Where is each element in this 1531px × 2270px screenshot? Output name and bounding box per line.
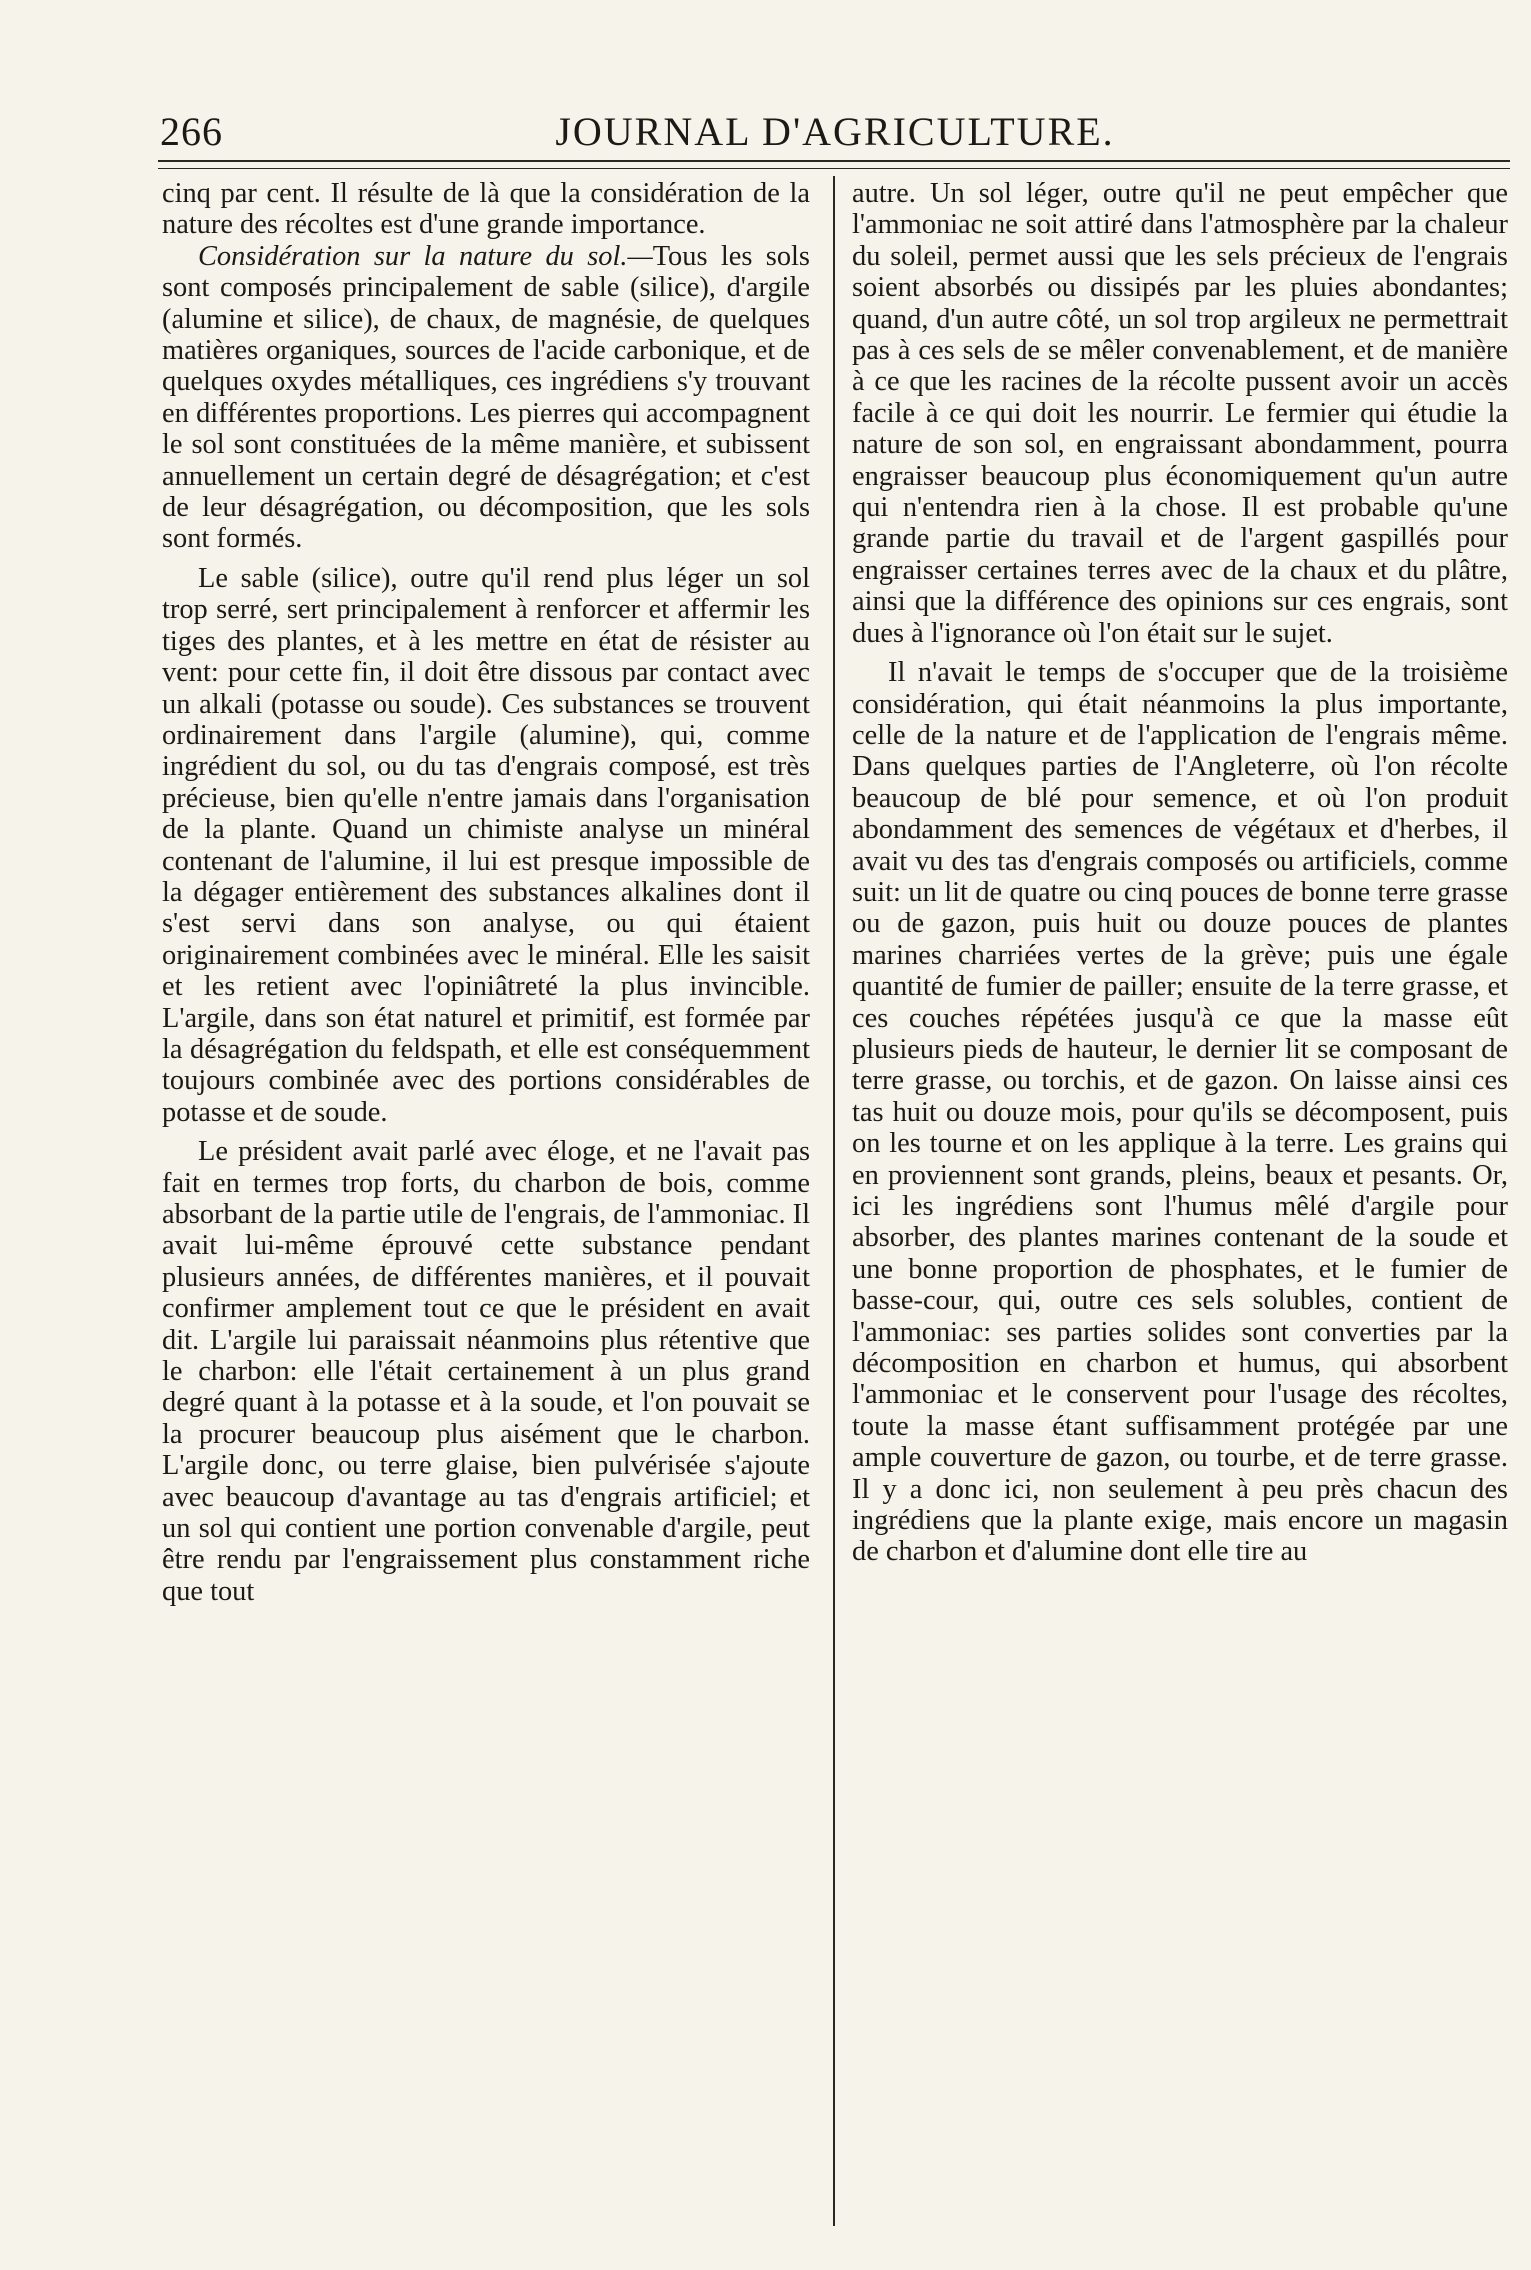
running-title: JOURNAL D'AGRICULTURE. (555, 109, 1115, 154)
paragraph-soil-section (162, 241, 810, 555)
column-divider (833, 176, 835, 2226)
paragraph: Le sable (silice), outre qu'il rend plus léger un sol trop serré, sert principalement à renforcer et affermir les tiges des plantes, et à les mettre en état de résister au vent: pour cette fin, il doit être dissous par contact avec un alkali (potasse ou soude). Ces substances se trouvent ordinairement dans l'argile (alumine), qui, comme ingrédient du sol, ou du tas d'engrais composé, est très précieuse, bien qu'elle n'entre jamais dans l'organisation de la plante. Quand un chimiste analyse un minéral contenant de l'alumine, il lui est presque impossible de la dégager entièrement des substances alkalines dont il s'est servi dans son analyse, ou qui étaient originairement combinées avec le minéral. Elle les saisit et les retient avec l'opiniâtreté la plus invincible. L'argile, dans son état naturel et primitif, est formée par la désagrégation du feldspath, et elle est conséquemment toujours combinée avec des portions considérables de potasse et de soude. (162, 562, 810, 1128)
paragraph: autre. Un sol léger, outre qu'il ne peut empêcher que l'ammoniac ne soit attiré dans l'atmosphère par la chaleur du soleil, permet aussi que les sels précieux de l'engrais soient absorbés ou dissipés par les pluies abondantes; quand, d'un autre côté, un sol trop argileux ne permettrait pas à ces sels de se mêler convenablement, et de manière à ce que les racines de la récolte pussent avoir un accès facile à ce qui doit les nourrir. Le fermier qui étudie la nature de son sol, en engraissant abondamment, pourra engraisser beaucoup plus économiquement qu'un autre qui n'entendra rien à la chose. Il est probable qu'une grande partie du travail et de l'argent gaspillés pour engraisser certaines terres avec de la chaux et du plâtre, ainsi que la différence des opinions sur ces engrais, sont dues à l'ignorance où l'on était sur le sujet. (852, 178, 1508, 649)
paragraph: cinq par cent. Il résulte de là que la considération de la nature des récoltes est d'une grande importance. (162, 178, 810, 241)
header-rule (158, 160, 1510, 162)
section-text: Tous les sols sont composés principalement de sable (silice), d'argile (alumine et silice), de chaux, de magnésie, de quelques matières organiques, sources de l'acide carbonique, et de quelques oxydes métalliques, ces ingrédiens s'y trouvant en différentes proportions. Les pierres qui accompagnent le sol sont constituées de la même manière, et subissent annuellement un certain degré de désagrégation; et c'est de leur désagrégation, ou décomposition, que les sols sont formés. (162, 240, 810, 555)
page-number: 266 (160, 109, 223, 154)
paragraph: Le président avait parlé avec éloge, et ne l'avait pas fait en termes trop forts, du charbon de bois, comme absorbant de la partie utile de l'engrais, de l'ammoniac. Il avait lui-même éprouvé cette substance pendant plusieurs années, de différentes manières, et il pouvait confirmer amplement tout ce que le président en avait dit. L'argile lui paraissait néanmoins plus rétentive que le charbon: elle l'était certainement à un plus grand degré quant à la potasse et à la soude, et l'on pouvait se la procurer beaucoup plus aisément que le charbon. L'argile donc, ou terre glaise, bien pulvérisée s'ajoute avec beaucoup d'avantage au tas d'engrais artificiel; et un sol qui contient une portion convenable d'argile, peut être rendu par l'engraissement plus constamment riche que tout (162, 1136, 810, 1607)
left-column (162, 178, 810, 1607)
header-rule-thin (158, 168, 1510, 169)
right-column (852, 178, 1508, 1568)
section-title: Considération sur la nature du sol.— (198, 240, 653, 272)
page-header (160, 108, 1510, 158)
paragraph: Il n'avait le temps de s'occuper que de la troisième considération, qui était néanmoins la plus importante, celle de la nature et de l'application de l'engrais même. Dans quelques parties de l'Angleterre, où l'on récolte beaucoup de blé pour semence, et où l'on produit abondamment des semences de végétaux et d'herbes, il avait vu des tas d'engrais composés ou artificiels, comme suit: un lit de quatre ou cinq pouces de bonne terre grasse ou de gazon, puis huit ou douze pouces de plantes marines charriées vertes de la grève; puis une égale quantité de fumier de pailler; ensuite de la terre grasse, et ces couches répétées jusqu'à ce que la masse eût plusieurs pieds de hauteur, le dernier lit se composant de terre grasse, ou torchis, et de gazon. On laisse ainsi ces tas huit ou douze mois, pour qu'ils se décomposent, puis on les tourne et on les applique à la terre. Les grains qui en proviennent sont grands, pleins, beaux et pesants. Or, ici les ingrédiens sont l'humus mêlé d'argile pour absorber, des plantes marines contenant de la soude et une bonne proportion de phosphates, et le fumier de basse-cour, qui, outre ces sels solubles, contient de l'ammoniac: ses parties solides sont converties par la décomposition en charbon et humus, qui absorbent l'ammoniac et le conservent pour l'usage des récoltes, toute la masse étant suffisamment protégée par une ample couverture de gazon, ou tourbe, et de terre grasse. Il y a donc ici, non seulement à peu près chacun des ingrédiens que la plante exige, mais encore un magasin de charbon et d'alumine dont elle tire au (852, 657, 1508, 1568)
